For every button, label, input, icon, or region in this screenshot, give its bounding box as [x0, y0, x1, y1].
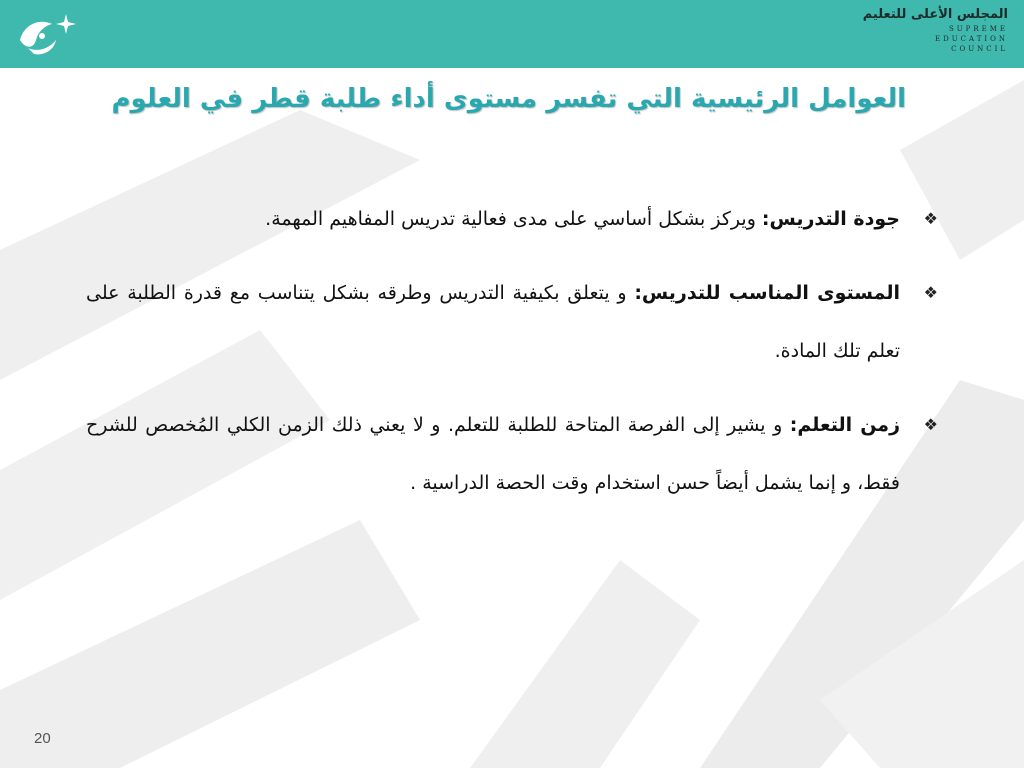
- header-bar: [0, 0, 1024, 68]
- council-name-english-line: SUPREME: [948, 25, 1008, 33]
- bullet-item: [86, 264, 938, 380]
- bullet-text: و يتعلق بكيفية التدريس وطرقه بشكل يتناسب مع قدرة الطلبة على تعلم تلك المادة.: [86, 282, 900, 362]
- bullet-term: المستوى المناسب للتدريس:: [634, 282, 900, 304]
- bullet-item: [86, 396, 938, 512]
- bullet-term: زمن التعلم:: [789, 414, 901, 436]
- slide-title: العوامل الرئيسية التي تفسر مستوى أداء طلبة قطر في العلوم: [111, 84, 906, 114]
- council-name-arabic: المجلس الأعلى للتعليم: [862, 7, 1008, 22]
- council-name-english-line: COUNCIL: [951, 45, 1008, 53]
- bullet-item: [86, 190, 938, 248]
- bullet-list: [86, 190, 938, 528]
- council-emblem-icon: [14, 10, 80, 60]
- council-name-english-line: EDUCATION: [935, 35, 1008, 43]
- bullet-text: و يشير إلى الفرصة المتاحة للطلبة للتعلم. و لا يعني ذلك الزمن الكلي المُخصص للشرح فقط، و إنما يشمل أيضاً حسن استخدام وقت الحصة الدراسية .: [86, 414, 900, 494]
- diamond-bullet-icon: ❖: [923, 415, 938, 434]
- bullet-term: جودة التدريس:: [761, 208, 900, 230]
- diamond-bullet-icon: ❖: [923, 283, 938, 302]
- council-name: [863, 6, 1008, 54]
- page-number: 20: [34, 730, 51, 747]
- diamond-bullet-icon: ❖: [923, 209, 938, 228]
- bullet-text: ويركز بشكل أساسي على مدى فعالية تدريس المفاهيم المهمة.: [265, 208, 762, 230]
